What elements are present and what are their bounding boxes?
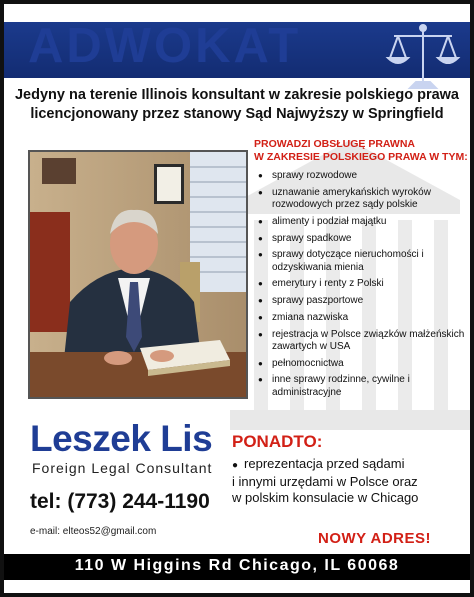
- service-item: ● sprawy rozwodowe: [258, 170, 468, 183]
- service-item: ● sprawy dotyczące nieruchomości i odzyskiwania mienia: [258, 249, 468, 274]
- tagline-line-1: Jedyny na terenie Illinois konsultant w zakresie polskiego prawa: [14, 87, 459, 103]
- scales-of-justice-icon: [384, 22, 462, 92]
- tagline: [4, 86, 470, 124]
- ponadto-heading: PONADTO:: [232, 432, 323, 451]
- services-heading-line-1: PROWADZI OBSŁUGĘ PRAWNA: [254, 138, 416, 150]
- phone-number[interactable]: tel: (773) 244-1190: [30, 490, 210, 513]
- tagline-line-2: licencjonowany przez stanowy Sąd Najwyższy w Springfield: [30, 106, 444, 122]
- ponadto-line-3: w polskim konsulacie w Chicago: [232, 490, 419, 505]
- service-item: ● uznawanie amerykańskich wyroków rozwodowych przez sądy polskie: [258, 187, 468, 212]
- bullet-icon: ●: [232, 460, 239, 471]
- ponadto-line-2: i innymi urzędami w Polsce oraz: [232, 474, 418, 489]
- lawyer-portrait-image: [30, 152, 246, 397]
- service-item: ● pełnomocnictwa: [258, 358, 468, 371]
- services-heading: [254, 138, 468, 164]
- new-address-notice: NOWY ADRES!: [318, 530, 432, 547]
- service-item: ● sprawy spadkowe: [258, 233, 468, 246]
- services-heading-line-2: W ZAKRESIE POLSKIEGO PRAWA W TYM:: [254, 151, 468, 163]
- services-list: [258, 170, 468, 404]
- service-item: ● sprawy paszportowe: [258, 295, 468, 308]
- ponadto-text: [232, 456, 468, 506]
- lawyer-title: Foreign Legal Consultant: [32, 460, 213, 476]
- lawyer-photo: [28, 150, 248, 399]
- lawyer-name: Leszek Lis: [30, 418, 213, 459]
- footer-address: 110 W Higgins Rd Chicago, IL 60068: [74, 557, 400, 574]
- page-title: ADWOKAT: [28, 19, 302, 73]
- service-item: ● alimenty i podział majątku: [258, 216, 468, 229]
- service-item: ● emerytury i renty z Polski: [258, 278, 468, 291]
- service-item: ● rejestracja w Polsce związków małżeńskich zawartych w USA: [258, 329, 468, 354]
- email-address[interactable]: e-mail: elteos52@gmail.com: [30, 526, 157, 537]
- ponadto-line-1: reprezentacja przed sądami: [244, 456, 405, 471]
- service-item: ● inne sprawy rodzinne, cywilne i administracyjne: [258, 374, 468, 399]
- service-item: ● zmiana nazwiska: [258, 312, 468, 325]
